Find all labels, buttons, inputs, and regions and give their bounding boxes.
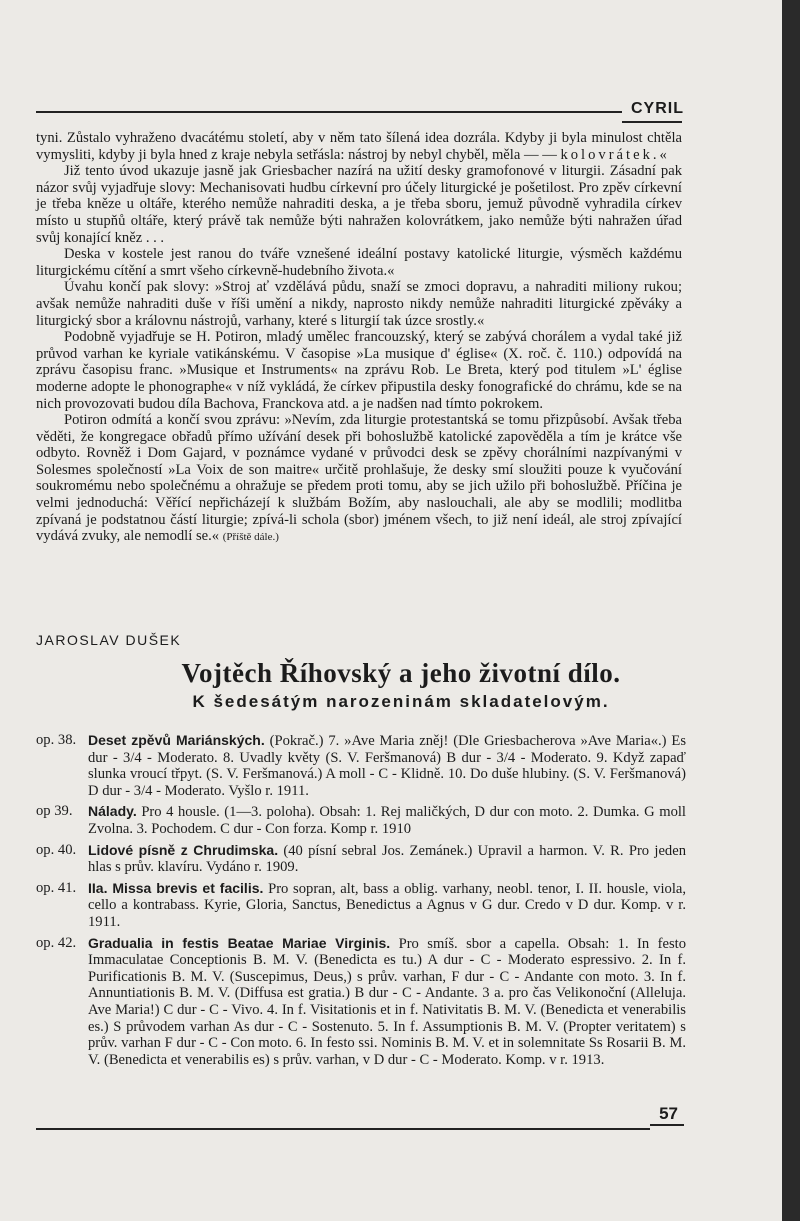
- work-description: Deset zpěvů Mariánských. (Pokrač.) 7. »Ave Maria zněj! (Dle Griesbacherova »Ave Maria«.) Es dur - 3/4 - Moderato. 8. Uvadly květy (S. V. Feršmanová) B dur - 3/4 - Moderato. 9. Když zapaď slunka vroucí třpyt. (S. V. Feršmanová.) A moll - C - Klidně. 10. Do duše hlubiny. (S. V. Feršmanová) D dur - 3/4 - Moderato. Vyšlo r. 1911.: [88, 732, 686, 799]
- continued-article-text: [36, 130, 682, 546]
- running-head: CYRIL: [631, 100, 684, 117]
- work-entry: [36, 935, 686, 1069]
- paragraph: Podobně vyjadřuje se H. Potiron, mladý umělec francouzský, který se zabývá chorálem a vydal také již průvod varhan ke kyriale vatikánskému. V časopise »La musique d' église« (X. roč. č. 110.) odpovídá na zprávu časopisu franc. »Musique et Instruments« na zprávu Rob. Le Breta, který pod titulem »L' église moderne adopte le phonographe« v níž vykládá, že církev připustila desky fonografické do chrámu, kde se na nich provozovati budou díla Bachova, Franckova atd. a je nadšen nad tímto pokrokem.: [36, 329, 682, 412]
- opus-number: op. 40.: [36, 841, 77, 858]
- scan-edge: [782, 0, 800, 1221]
- article-subtitle: K šedesátým narozeninám skladatelovým.: [192, 692, 610, 711]
- work-description: IIa. Missa brevis et facilis. Pro sopran, alt, bass a oblig. varhany, neobl. tenor, I. II. housle, viola, cello a kontrabass. Kyrie, Gloria, Sanctus, Benedictus a Agnus v G dur. Credo v D dur. Komp. v r. 1911.: [88, 879, 687, 930]
- work-title: Nálady.: [88, 803, 137, 820]
- paragraph: Již tento úvod ukazuje jasně jak Griesbacher nazírá na užití desky gramofonové v liturgii. Zásadní pak názor svůj vyjadřuje slovy: Mechanisovati hudbu církevní pro účely liturgické je pošetilost. Pro zpěv církevní je třeba kněze u oltáře, kterého nemůže nahraditi deska, a je třeba sboru, jemuž původně vyhradila církev místo u stupňů oltáře, který právě tak nemůže býti nahražen kolovrátkem, jako nemůže býti nahražen úřad svůj konající kněz . . .: [36, 163, 682, 246]
- work-title: IIa. Missa brevis et facilis.: [88, 879, 264, 896]
- article-title: Vojtěch Říhovský a jeho životní dílo.: [181, 658, 621, 688]
- work-description: Nálady. Pro 4 housle. (1—3. poloha). Obsah: 1. Rej maličkých, D dur con moto. 2. Dumka. G moll Zvolna. 3. Pochodem. C dur - Con forza. Komp r. 1910: [88, 803, 686, 837]
- footer-rule: [36, 1128, 650, 1130]
- work-entry: [36, 842, 686, 876]
- header-rule: [36, 111, 622, 113]
- opus-number: op. 41.: [36, 879, 77, 896]
- emphasized-word: kolovrátek.«: [560, 146, 670, 163]
- running-head-underline: [622, 121, 682, 123]
- paragraph: Úvahu končí pak slovy: »Stroj ať vzdělává půdu, snaží se zmoci dopravu, a nahraditi miliony rukou; avšak nemůže nahraditi duše v říši umění a nikdy, naprosto nikdy nemůže nahraditi liturgické zpěváky a liturgický sbor a královnu nástrojů, varhany, které s liturgií tak úzce srostly.«: [36, 279, 682, 329]
- works-list: [36, 732, 686, 1072]
- work-title: Lidové písně z Chrudimska.: [88, 841, 279, 858]
- work-description: Lidové písně z Chrudimska. (40 písní sebral Jos. Zemánek.) Upravil a harmon. V. R. Pro jeden hlas s prův. klavíru. Vydáno r. 1909.: [88, 841, 686, 876]
- opus-number: op 39.: [36, 803, 73, 820]
- work-entry: [36, 880, 686, 931]
- paragraph: Deska v kostele jest ranou do tváře vznešené ideální postavy katolické liturgie, výsměch každému liturgickému cítění a smrt všeho církevně-hudebního života.«: [36, 246, 682, 279]
- paragraph: tyni. Zůstalo vyhraženo dvacátému století, aby v něm tato šílená idea dozrála. Kdyby ji byla minulost chtěla vymysliti, kdyby ji byla hned z kraje nebyla setřásla: nástroj by nebyl chyběl, měla — — kolovrátek.«: [36, 130, 682, 163]
- work-description: Gradualia in festis Beatae Mariae Virginis. Pro smíš. sbor a capella. Obsah: 1. In festo Immaculatae Conceptionis B. M. V. (Benedicta es tu.) A dur - C - Moderato espressivo. 2. In f. Purificationis B. M. V. (Suscepimus, Deus,) s prův. varhan, F dur - C - Andante con moto. 3. In f. Annuntiationis B. M. V. (Diffusa est gratia.) B dur - C - Andante. 3 a. pro čas Velikonoční (Alleluja. Ave Maria!) C dur - C - Vivo. 4. In f. Visitationis et in f. Nativitatis B. M. V. (Benedicta et venerabilis es.) S průvodem varhan As dur - C - Sostenuto. 5. In f. Assumptionis B. M. V. (Propter veritatem) s prův. varhan F dur - C - Con moto. 6. In festo ssi. Nominis B. M. V. et in solemnitate Ss Rosarii B. M. V. (Benedicta et venerabilis es) s prův. varhan, v D dur - C - Moderato. Komp. v r. 1913.: [88, 934, 686, 1068]
- paragraph: Potiron odmítá a končí svou zprávu: »Nevím, zda liturgie protestantská se tomu přizpůsobí. Avšak třeba věděti, že kongregace obřadů přímo užívání desek při bohoslužbě katolické zapověděla a tím je krátce vše odbyto. Rovněž i Dom Gajard, v poznámce vydané v průvodci desk se zpěvy chorálními nazpívanými v Solesmes společností »La Voix de son maitre« určitě prohlašuje, že desky smí sloužiti pouze k vyučování soukromému nebo společnému a ohražuje se předem proti tomu, aby se jich užilo při bohoslužbě. Příčina je velmi jednoduchá: Věřící nepřicházejí k službám Božím, aby naslouchali, ale aby se modlili; modlitba zpívaná je podstatnou částí liturgie; zpívá-li schola (sbor) jménem všech, to již není ideál, ale stroj zpívající vydává zvuky, ale nemodlí se.« (Příště dále.): [36, 412, 682, 545]
- work-title: Gradualia in festis Beatae Mariae Virginis.: [88, 934, 391, 951]
- opus-number: op. 38.: [36, 732, 77, 748]
- article-author: JAROSLAV DUŠEK: [36, 632, 182, 648]
- work-entry: [36, 732, 686, 799]
- work-entry: [36, 803, 686, 837]
- page-number: 57: [659, 1104, 678, 1123]
- work-title: Deset zpěvů Mariánských.: [88, 732, 265, 748]
- continued-note: (Příště dále.): [222, 531, 279, 544]
- page-number-rule: [650, 1124, 684, 1126]
- opus-number: op. 42.: [36, 934, 77, 951]
